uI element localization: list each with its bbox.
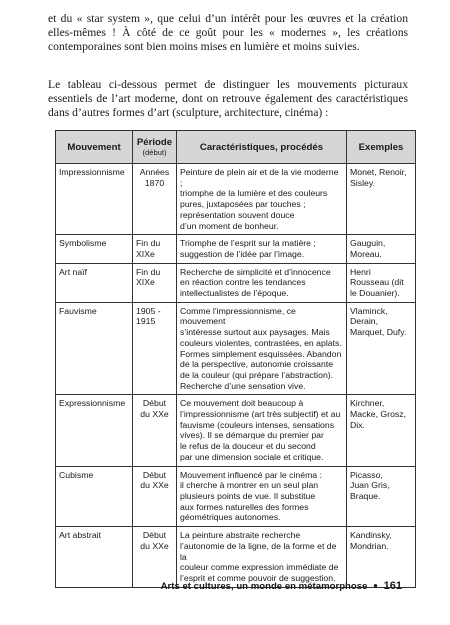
- header-period: [133, 131, 177, 164]
- cell-examples: Kandinsky, Mondrian.: [347, 527, 416, 588]
- cell-period: Début du XXe: [133, 395, 177, 466]
- cell-period: Début du XXe: [133, 527, 177, 588]
- cell-period: Début du XXe: [133, 466, 177, 527]
- cell-period: 1905 - 1915: [133, 302, 177, 395]
- cell-characteristics: Recherche de simplicité et d’innocence en réaction contre les tendances intellectualistes de l’époque.: [177, 263, 347, 302]
- cell-characteristics: Ce mouvement doit beaucoup à l’impressionnisme (art très subjectif) et au fauvisme (couleurs intenses, sensations vives). Il se démarque du premier par le refus de la douceur et du second par une dimension sociale et critique.: [177, 395, 347, 466]
- cell-characteristics: Triomphe de l’esprit sur la matière ; suggestion de l’idée par l’image.: [177, 235, 347, 263]
- page-number: 161: [383, 580, 402, 592]
- cell-movement: Art naïf: [56, 263, 133, 302]
- table-row: [56, 527, 416, 588]
- art-movements-table: [55, 130, 416, 588]
- table-row: [56, 164, 416, 235]
- cell-movement: Art abstrait: [56, 527, 133, 588]
- table-row: [56, 263, 416, 302]
- header-examples: Exemples: [347, 131, 416, 164]
- cell-examples: Vlaminck, Derain, Marquet, Dufy.: [347, 302, 416, 395]
- cell-period: Fin du XIXe: [133, 235, 177, 263]
- header-movement: Mouvement: [56, 131, 133, 164]
- table-row: [56, 235, 416, 263]
- cell-examples: Picasso, Juan Gris, Braque.: [347, 466, 416, 527]
- cell-examples: Monet, Renoir, Sisley.: [347, 164, 416, 235]
- cell-characteristics: Mouvement influencé par le cinéma : il cherche à montrer en un seul plan plusieurs points de vue. Il substitue aux formes naturelles des formes géométriques autonomes.: [177, 466, 347, 527]
- table-header-row: [56, 131, 416, 164]
- cell-movement: Impressionnisme: [56, 164, 133, 235]
- cell-characteristics: La peinture abstraite recherche l’autonomie de la ligne, de la forme et de la couleur comme expression immédiate de l’esprit et comme pouvoir de suggestion.: [177, 527, 347, 588]
- cell-period: Fin du XIXe: [133, 263, 177, 302]
- header-characteristics: Caractéristiques, procédés: [177, 131, 347, 164]
- cell-examples: Kirchner, Macke, Grosz, Dix.: [347, 395, 416, 466]
- cell-characteristics: Peinture de plein air et de la vie moderne ; triomphe de la lumière et des couleurs pures, juxtaposées par touches ; représentation souvent douce d’un moment de bonheur.: [177, 164, 347, 235]
- cell-period: Années 1870: [133, 164, 177, 235]
- cell-characteristics: Comme l’impressionnisme, ce mouvement s’intéresse surtout aux paysages. Mais couleurs violentes, contrastées, en aplats. Formes simplement esquissées. Abandon de la perspective, autonomie croissante de la couleur (qui prépare l’abstraction). Recherche d’une sensation vive.: [177, 302, 347, 395]
- cell-movement: Symbolisme: [56, 235, 133, 263]
- page-footer: [161, 580, 402, 592]
- header-period-sub: (début): [142, 147, 167, 157]
- table-row: [56, 395, 416, 466]
- intro-paragraph-2: Le tableau ci-dessous permet de distinguer les mouvements picturaux essentiels de l’art moderne, dont on retrouve également des caractéristiques dans d’autres formes d’art (sculpture, architecture, cinéma) :: [48, 78, 408, 120]
- cell-examples: Henri Rousseau (dit le Douanier).: [347, 263, 416, 302]
- cell-movement: Fauvisme: [56, 302, 133, 395]
- cell-examples: Gauguin, Moreau.: [347, 235, 416, 263]
- table-row: [56, 466, 416, 527]
- running-title: Arts et cultures, un monde en métamorphose: [160, 581, 368, 592]
- cell-movement: Cubisme: [56, 466, 133, 527]
- bullet-icon: ●: [373, 581, 378, 590]
- header-period-label: Période: [136, 136, 173, 148]
- table-row: [56, 302, 416, 395]
- cell-movement: Expressionnisme: [56, 395, 133, 466]
- intro-paragraph-1: et du « star system », que celui d’un intérêt pour les œuvres et la création elles-mêmes ! À côté de ce goût pour les « modernes », les créations contemporaines sont bien moins mises en lumière et moins suivies.: [48, 12, 408, 54]
